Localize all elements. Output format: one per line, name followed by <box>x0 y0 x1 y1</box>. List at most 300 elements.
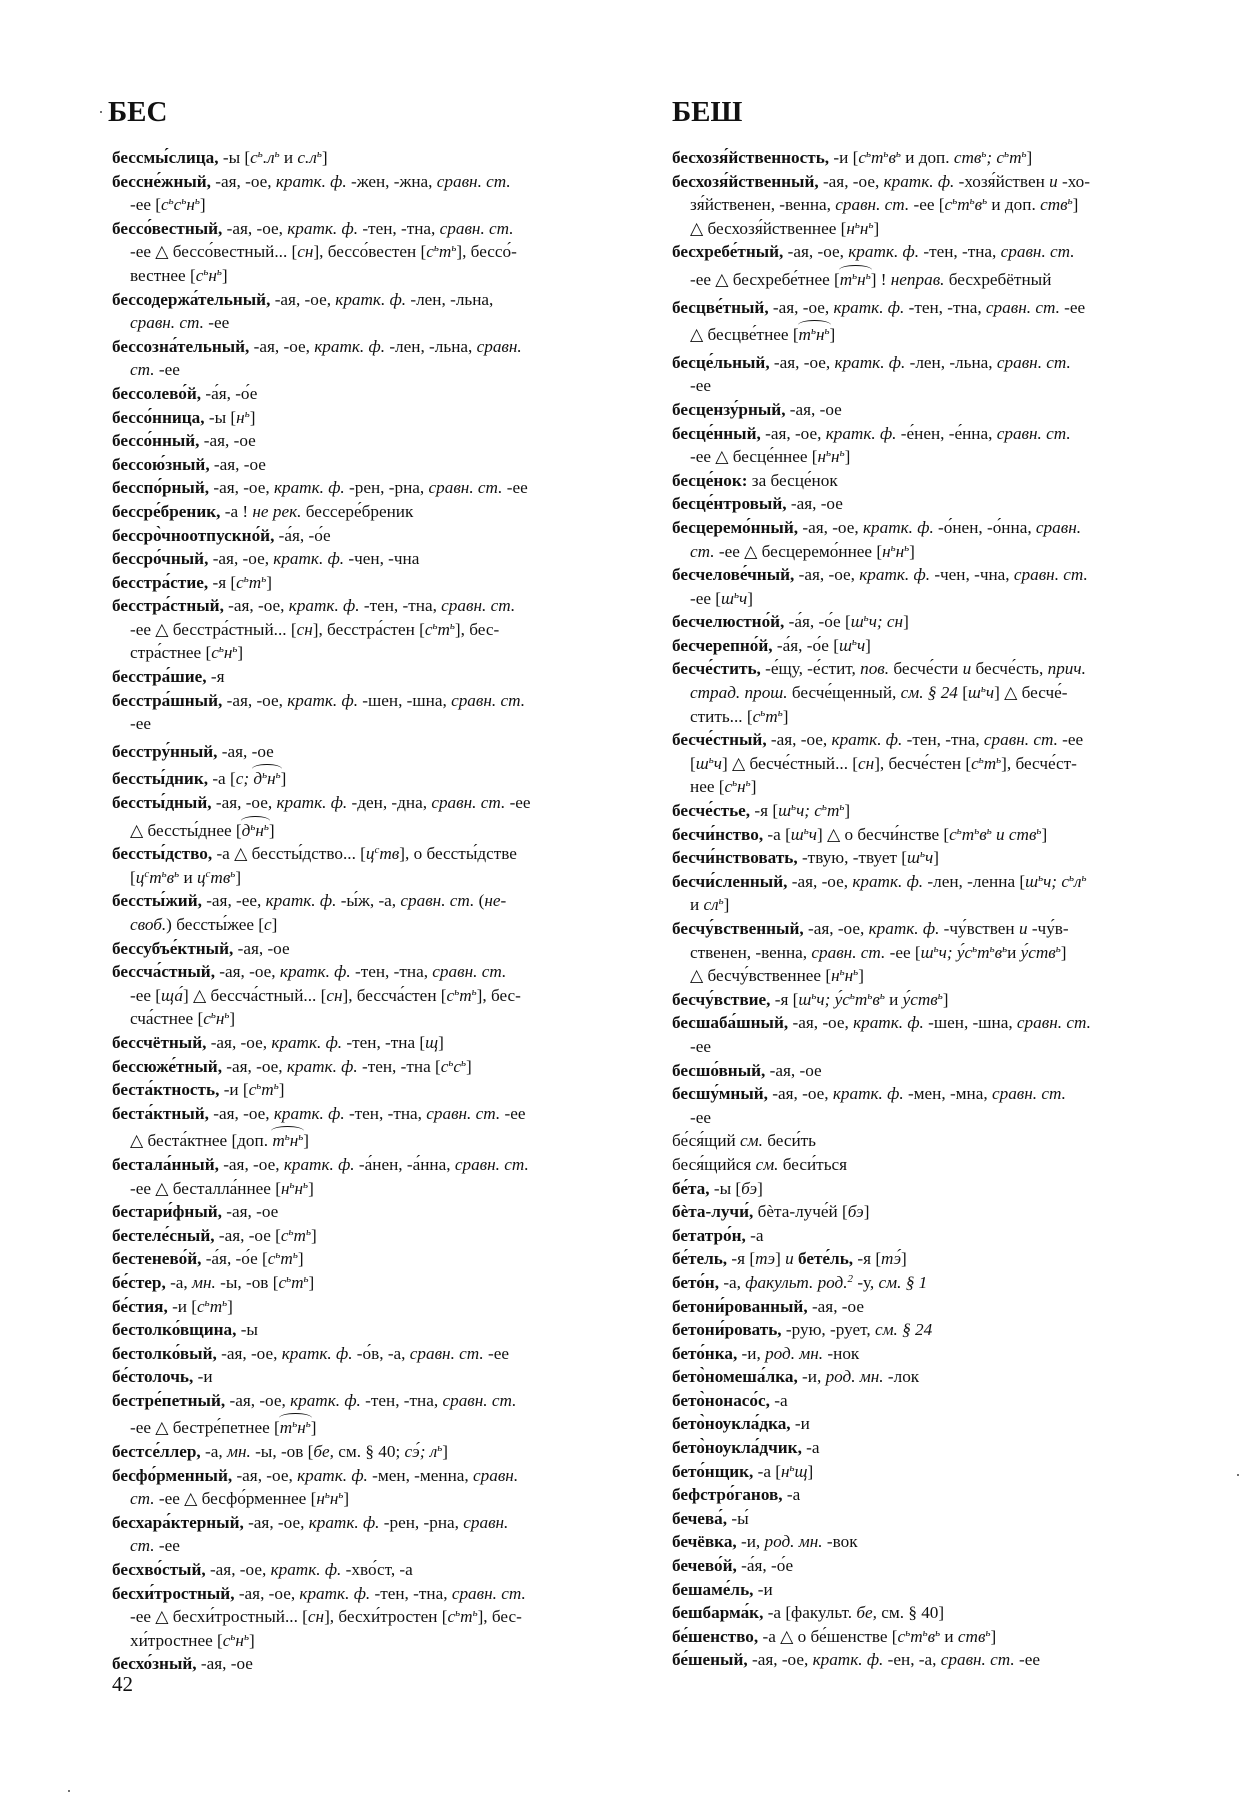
entry-text: -а ! <box>220 501 253 521</box>
entry-text: -ая, -ое, <box>205 1560 271 1580</box>
dictionary-entry-line <box>672 988 1208 1012</box>
entry-text: -я [ <box>727 1249 756 1269</box>
dictionary-entry-line <box>112 406 646 430</box>
entry-text: ] <box>466 1056 472 1076</box>
entry-text: -а <box>801 1438 820 1458</box>
entry-text: -е́щу, -е́стит, <box>760 659 861 679</box>
entry-text: ], бесче́стен [ <box>874 753 972 773</box>
phonetic-superscript: ь <box>303 1178 309 1191</box>
grammatical-note: т <box>437 619 450 639</box>
entry-text: см. § 40; <box>333 1442 405 1462</box>
grammatical-note: сравн. ст. <box>940 1650 1015 1670</box>
phonetic-superscript: ь <box>324 1489 330 1502</box>
phonetic-superscript: ь <box>455 1607 461 1620</box>
entry-text: сча́стнее [ <box>130 1009 204 1029</box>
headword: бесчи́сленный, <box>672 871 788 891</box>
dictionary-entry-line <box>112 1295 646 1319</box>
grammatical-note: прич. <box>1047 659 1086 679</box>
entry-text: см. § 40] <box>876 1603 945 1623</box>
grammatical-note: в <box>974 195 983 215</box>
grammatical-note: ств <box>1040 195 1068 215</box>
entry-text: ] <box>438 1032 444 1052</box>
entry-text: и <box>279 148 298 167</box>
entry-text: -я [ <box>853 1249 882 1269</box>
entry-text: ] <box>310 1418 317 1438</box>
phonetic-superscript: с <box>374 844 380 857</box>
phonetic-superscript: ь <box>867 989 873 1002</box>
entry-text: и доп. <box>900 148 954 167</box>
dictionary-entry-line <box>672 846 1208 870</box>
phonetic-superscript: ь <box>821 801 827 814</box>
grammatical-note: кратк. ф. <box>270 1560 342 1580</box>
headword: бето̀нонасо́с, <box>672 1390 770 1410</box>
phonetic-superscript: ь <box>811 989 817 1002</box>
grammatical-note: с <box>211 643 219 663</box>
grammatical-note: кратк. ф. <box>297 1465 368 1485</box>
entry-text: -ее <box>690 1036 711 1056</box>
grammatical-note: н <box>859 218 869 238</box>
entry-text: -ы, -ов [ <box>250 1442 314 1462</box>
entry-text: △ бесхозя́йственнее [ <box>690 218 847 238</box>
entry-text: -о́в, -а, <box>352 1343 410 1363</box>
headword: бесцеремо́нный, <box>672 517 799 537</box>
grammatical-note: кратк. ф. <box>281 1343 353 1363</box>
entry-text: стить... [ <box>690 706 753 726</box>
phonetic-superscript: ь <box>956 824 962 837</box>
entry-text: ], о бессты́дстве <box>399 844 517 864</box>
headword: бессубъе́ктный, <box>112 938 234 958</box>
dictionary-entry-line <box>112 1271 646 1295</box>
dictionary-entry-line <box>672 1224 1208 1248</box>
headword: бестсе́ллер, <box>112 1442 201 1462</box>
headword: бесце́нный, <box>672 423 761 443</box>
phonetic-superscript: ь <box>1081 871 1087 884</box>
entry-text: -ее <box>1057 730 1084 750</box>
headword: бесчу́вствие, <box>672 989 771 1009</box>
entry-text: -ее <box>690 1107 711 1127</box>
headword: бессо́нный, <box>112 431 200 451</box>
entry-text: -я [ <box>770 989 799 1009</box>
headword: бесхара́ктерный, <box>112 1512 244 1532</box>
phonetic-superscript: ь <box>826 447 832 460</box>
phonetic-superscript: ь <box>989 942 995 955</box>
grammatical-note: ща́ <box>161 985 184 1005</box>
dictionary-entry-line <box>672 1601 1208 1625</box>
entry-text: -лен, -льна, <box>905 352 997 372</box>
grammatical-note: ств <box>953 148 982 167</box>
grammatical-note: см. <box>740 1131 763 1151</box>
dictionary-entry-line <box>112 170 646 194</box>
phonetic-superscript: с <box>144 867 150 880</box>
grammatical-note: кратк. ф. <box>273 478 345 498</box>
dictionary-entry-line <box>112 1558 646 1582</box>
entry-text: -ее △ бесстра́стный... [ <box>130 619 297 639</box>
phonetic-superscript: ь <box>316 148 322 160</box>
dictionary-entry-line <box>112 1342 646 1366</box>
phonetic-superscript: ь <box>230 867 236 880</box>
grammatical-note: сн <box>858 753 875 773</box>
entry-text: ] <box>844 801 851 821</box>
phonetic-superscript: ь <box>803 824 809 837</box>
dictionary-entry-line <box>112 1200 646 1224</box>
grammatical-note: ш <box>967 683 981 703</box>
grammatical-note: см. § 24 <box>900 683 958 703</box>
entry-text: [ <box>690 753 696 773</box>
entry-text: вестнее [ <box>130 265 196 285</box>
grammatical-note: т <box>209 1296 223 1316</box>
grammatical-note: т <box>1009 148 1022 167</box>
grammatical-note: л <box>1073 871 1082 891</box>
grammatical-note: т <box>957 195 970 215</box>
grammatical-note: кратк. ф. <box>883 171 955 191</box>
phonetic-superscript: ь <box>286 1272 292 1285</box>
grammatical-note: кратк. ф. <box>812 1650 884 1670</box>
entry-text: -ая, -ое <box>196 1654 253 1674</box>
dictionary-entry-line <box>112 1511 646 1535</box>
entry-text: -ее △ бесхи́тростный... [ <box>130 1607 308 1627</box>
entry-text: -рен, -рна, <box>379 1512 464 1532</box>
grammatical-note: ц <box>365 844 375 864</box>
headword: бессо́нница, <box>112 407 205 427</box>
phonetic-superscript: ь <box>969 195 975 208</box>
entry-continuation-line <box>112 264 646 288</box>
entry-continuation-line <box>672 705 1208 729</box>
entry-text: ] <box>308 1178 314 1198</box>
phonetic-superscript: ь <box>437 1442 443 1455</box>
entry-text: -ая, -ое, <box>222 690 288 710</box>
grammatical-note: т <box>280 1249 293 1269</box>
grammatical-note: с <box>453 1056 462 1076</box>
entry-text: -ая, -ое, <box>243 1512 309 1532</box>
entry-continuation-line <box>672 323 1208 347</box>
headword: бессре́бреник, <box>112 501 221 521</box>
phonetic-superscript: ь <box>451 242 457 255</box>
grammatical-note: кратк. ф. <box>833 297 905 317</box>
entry-text: -а́я, -о́е [ <box>772 635 839 655</box>
entry-text: ] △ о бесчи́нстве [ <box>817 824 950 844</box>
entry-continuation-line <box>672 268 1208 292</box>
grammatical-note: ш <box>920 942 934 962</box>
entry-text: -хво́ст, -а <box>341 1560 413 1580</box>
entry-text: -шен, -шна, <box>923 1013 1017 1033</box>
dictionary-entry-line <box>672 398 1208 422</box>
entry-text: -ее △ бессо́вестный... [ <box>130 242 298 262</box>
entry-text: -мен, -менна, <box>367 1465 474 1485</box>
grammatical-note: сравн. ст. <box>442 1390 517 1410</box>
entry-text: ] <box>297 1249 304 1269</box>
phonetic-superscript: ь <box>789 1461 795 1474</box>
dictionary-entry-line <box>672 1507 1208 1531</box>
headword: бестенево́й, <box>112 1249 202 1269</box>
phonetic-superscript: ь <box>985 1626 991 1639</box>
grammatical-note: сравн. ст. <box>428 478 503 498</box>
phonetic-superscript: 2 <box>847 1272 854 1285</box>
dictionary-entry-line <box>112 740 646 764</box>
grammatical-note: с <box>426 242 434 262</box>
headword: бестолко́вый, <box>112 1343 217 1363</box>
dictionary-entry-line <box>112 382 646 406</box>
headword: бессча́стный, <box>112 962 215 982</box>
entry-text: -нок <box>823 1343 860 1363</box>
phonetic-superscript: ь <box>472 1607 478 1620</box>
phonetic-superscript: ь <box>904 541 910 554</box>
dictionary-entry-line <box>672 1412 1208 1436</box>
grammatical-note: н <box>817 447 827 467</box>
entry-text: ] <box>829 325 836 345</box>
headword: бессты́жий, <box>112 891 202 911</box>
entry-text: -ая, -ое, <box>215 962 280 982</box>
entry-text: хи́тростнее [ <box>130 1630 223 1650</box>
grammatical-note: кратк. ф. <box>299 1583 371 1603</box>
headword: бессро̀чноотпускно́й, <box>112 525 275 545</box>
dictionary-entry-line <box>672 1483 1208 1507</box>
grammatical-note: ц <box>196 867 206 887</box>
entry-text: -ее △ бесце́ннее [ <box>690 447 818 467</box>
grammatical-note: ш <box>790 824 804 844</box>
grammatical-note: сравн. ст. <box>400 891 475 911</box>
grammatical-note: сн <box>326 985 343 1005</box>
entry-text: -чу́в- <box>1027 919 1069 938</box>
entry-text: -ая, -ое <box>199 431 256 451</box>
headword: бе́тель, <box>672 1249 728 1269</box>
phonetic-superscript: ь <box>905 1626 911 1639</box>
grammatical-note: в <box>166 867 175 887</box>
entry-continuation-line <box>112 1605 646 1629</box>
entry-text: ] <box>933 848 939 868</box>
phonetic-superscript: ь <box>256 1080 262 1093</box>
dictionary-entry-line <box>672 1059 1208 1083</box>
grammatical-note: н <box>844 966 854 986</box>
grammatical-note: с; <box>235 769 254 789</box>
entry-text: -ая, -ое, <box>270 289 336 309</box>
entry-text: ] △ бесче́- <box>994 683 1068 703</box>
entry-continuation-line <box>672 587 1208 611</box>
dictionary-entry-line <box>112 476 646 500</box>
headword: бето́нка, <box>672 1343 738 1363</box>
entry-text: -е́нен, -е́нна, <box>896 423 997 443</box>
grammatical-note: с <box>949 824 957 844</box>
grammatical-note: в <box>994 942 1003 962</box>
entry-text: -я [ <box>208 572 237 592</box>
dictionary-entry-line <box>672 870 1208 894</box>
entry-continuation-line <box>672 445 1208 469</box>
grammatical-note: кратк. ф. <box>859 565 931 585</box>
grammatical-note: с <box>203 1009 211 1029</box>
entry-text: -ее △ бесталла́ннее [ <box>130 1178 281 1198</box>
entry-text: -ее △ бесцеремо́ннее [ <box>714 541 883 561</box>
headword: бесшу́мный, <box>672 1084 768 1104</box>
grammatical-note: ш <box>838 635 852 655</box>
entry-text: -тен, -тна, <box>904 297 986 317</box>
grammatical-note: кратк. ф. <box>862 517 934 537</box>
headword: бетатро́н, <box>672 1225 746 1245</box>
entry-continuation-line <box>112 1629 646 1653</box>
running-head-right: БЕШ <box>672 96 743 128</box>
grammatical-note: н <box>882 541 891 561</box>
entry-text: ] <box>249 407 256 427</box>
grammatical-note: с <box>897 1626 906 1646</box>
dictionary-entry-line <box>672 1200 1208 1224</box>
phonetic-superscript: ь <box>292 1249 298 1262</box>
dictionary-entry-line <box>672 1530 1208 1554</box>
phonetic-superscript: ь <box>218 643 224 656</box>
headword: бессо́вестный, <box>112 218 223 238</box>
entry-text: -чен, -чна <box>344 549 420 569</box>
headword: бестеле́сный, <box>112 1225 215 1245</box>
grammatical-note: т <box>261 1080 274 1100</box>
dictionary-entry-line <box>112 1247 646 1271</box>
entry-text: -а́я, -о́е <box>274 525 331 545</box>
entry-text: -ая, -ое, <box>767 1084 833 1104</box>
entry-text: ] <box>271 915 278 934</box>
phonetic-superscript: ь <box>1021 148 1027 160</box>
grammatical-note: н <box>208 265 217 285</box>
grammatical-note: т <box>826 801 840 821</box>
entry-text: -ее <box>500 1103 526 1123</box>
entry-continuation-line <box>112 1534 646 1558</box>
phonetic-superscript: ь <box>972 942 978 955</box>
dictionary-entry-line <box>112 1582 646 1606</box>
entry-text: -ая, -ое <box>209 454 266 474</box>
grammatical-note: не рек. <box>252 501 302 521</box>
headword: бесстра́шие, <box>112 667 207 687</box>
grammatical-note: кратк. ф. <box>314 336 386 356</box>
entry-text: ], бессо́- <box>456 242 517 262</box>
entry-continuation-line <box>672 681 1208 705</box>
dictionary-entry-line <box>112 1055 646 1079</box>
grammatical-note: род. мн. <box>764 1532 823 1552</box>
headword: бесхозя́йственность, <box>672 148 830 167</box>
headword: беста́ктный, <box>112 1103 209 1123</box>
grammatical-note: ц <box>135 867 145 887</box>
entry-text: -чу́вствен <box>939 919 1019 938</box>
entry-text: -тен, -тна, <box>350 962 433 982</box>
entry-continuation-line <box>112 1177 646 1201</box>
grammatical-note: с <box>250 148 258 167</box>
headword: бессюже́тный, <box>112 1056 222 1076</box>
phonetic-superscript: ь <box>1036 824 1042 837</box>
dictionary-entry-line <box>112 960 646 984</box>
entry-text: △ бесцве́тнее [ <box>690 325 799 345</box>
phonetic-superscript: ь <box>839 801 845 814</box>
dictionary-entry-line <box>112 1389 646 1413</box>
entry-text: -ы́ж, -а, <box>336 891 401 911</box>
dictionary-entry-line <box>112 547 646 571</box>
grammatical-note: сравн. ст. <box>130 313 204 333</box>
entry-text: -шен, -шна, <box>358 690 452 710</box>
entry-text: ] <box>308 1272 315 1292</box>
headword: бесстра́стие, <box>112 572 209 592</box>
entry-text: -рен, -рна, <box>344 478 429 498</box>
headword: бесхозя́йственный, <box>672 171 819 191</box>
headword: бессою́зный, <box>112 454 210 474</box>
entry-text: -ая, -ое, <box>249 336 315 356</box>
entry-text: -ая, -ое, <box>218 1154 284 1174</box>
entry-text: нее [ <box>690 777 725 797</box>
running-head-left: БЕС <box>108 96 168 128</box>
dictionary-entry-line <box>672 610 1208 634</box>
grammatical-note: т <box>459 985 472 1005</box>
dictionary-entry-line <box>672 728 1208 752</box>
phonetic-superscript: ь <box>454 985 460 998</box>
dictionary-entry-line <box>112 1153 646 1177</box>
entry-text: -рую, -рует, <box>781 1320 875 1340</box>
headword: бето̀ноукла́дка, <box>672 1414 791 1434</box>
grammatical-note: ч <box>739 588 748 608</box>
entry-text: ] <box>235 867 242 887</box>
entry-text: -у, <box>853 1272 879 1292</box>
grammatical-note: см. <box>755 1154 779 1174</box>
headword: бесце́нтровый, <box>672 494 787 514</box>
phonetic-superscript: ь <box>448 1056 454 1069</box>
grammatical-note: ч <box>808 824 817 844</box>
grammatical-note: пов. <box>860 659 890 679</box>
headword: бесцензу́рный, <box>672 399 786 419</box>
phonetic-superscript: ь <box>305 1225 311 1238</box>
entry-text: -ая, -ое, <box>223 596 289 616</box>
grammatical-note: с <box>724 777 733 797</box>
grammatical-note: кратк. ф. <box>853 1013 924 1033</box>
dictionary-entry-line <box>672 634 1208 658</box>
phonetic-superscript: ь <box>1055 942 1061 955</box>
entry-text: ] <box>1026 148 1033 167</box>
grammatical-note: сравн. ст. <box>454 1154 529 1174</box>
dictionary-entry-line <box>672 1625 1208 1649</box>
phonetic-superscript: ь <box>273 1080 279 1093</box>
entry-text: беси́ть <box>762 1131 817 1151</box>
grammatical-note: с <box>236 572 244 592</box>
dictionary-entry-line <box>672 657 1208 681</box>
phonetic-superscript: ь <box>243 572 249 585</box>
grammatical-note: кратк. ф. <box>275 171 347 191</box>
grammatical-note: кратк. ф. <box>834 352 906 372</box>
entry-text: бесче́сть, <box>971 659 1048 679</box>
grammatical-note: с <box>944 195 953 215</box>
grammatical-note: не- <box>484 891 507 911</box>
entry-text: -а́я, -о́е <box>736 1556 794 1576</box>
headword: бессолево́й, <box>112 383 202 403</box>
grammatical-note: кратк. ф. <box>825 423 897 443</box>
entry-text: ] △ бессча́стный... [ <box>183 985 327 1005</box>
dictionary-entry-line <box>672 351 1208 375</box>
phonetic-superscript: ь <box>981 148 987 160</box>
grammatical-note: кратк. ф. <box>852 871 924 891</box>
entry-text: -ы [ <box>218 148 251 167</box>
phonetic-superscript: ь <box>1038 871 1044 884</box>
grammatical-note: кратк. ф. <box>308 1512 380 1532</box>
entry-text: -мен, -мна, <box>903 1084 992 1104</box>
grammatical-note: сравн. ст. <box>409 1343 484 1363</box>
grammatical-note: тв <box>379 844 400 864</box>
phonetic-superscript: ь <box>224 1009 230 1022</box>
phonetic-superscript: ь <box>288 1225 294 1238</box>
headword: бесче́стье, <box>672 801 751 821</box>
entry-text: -ая, -ое, <box>225 1390 291 1410</box>
phonetic-superscript: ь <box>708 753 714 766</box>
grammatical-note: факульт. род. <box>745 1272 848 1292</box>
dictionary-entry-line <box>672 1648 1208 1672</box>
grammatical-note: см. § 1 <box>878 1272 928 1292</box>
dictionary-entry-line <box>672 1271 1208 1295</box>
grammatical-note: т <box>291 1272 304 1292</box>
entry-text: △ бесчу́вственнее [ <box>690 966 832 986</box>
phonetic-superscript: ь <box>895 148 901 160</box>
phonetic-superscript: ь <box>868 218 874 231</box>
entry-text: -тен, -тна, <box>358 218 440 238</box>
entry-text: -а [ <box>208 769 236 789</box>
entry-text: -ее <box>1014 1650 1040 1670</box>
dictionary-entry-line <box>112 665 646 689</box>
